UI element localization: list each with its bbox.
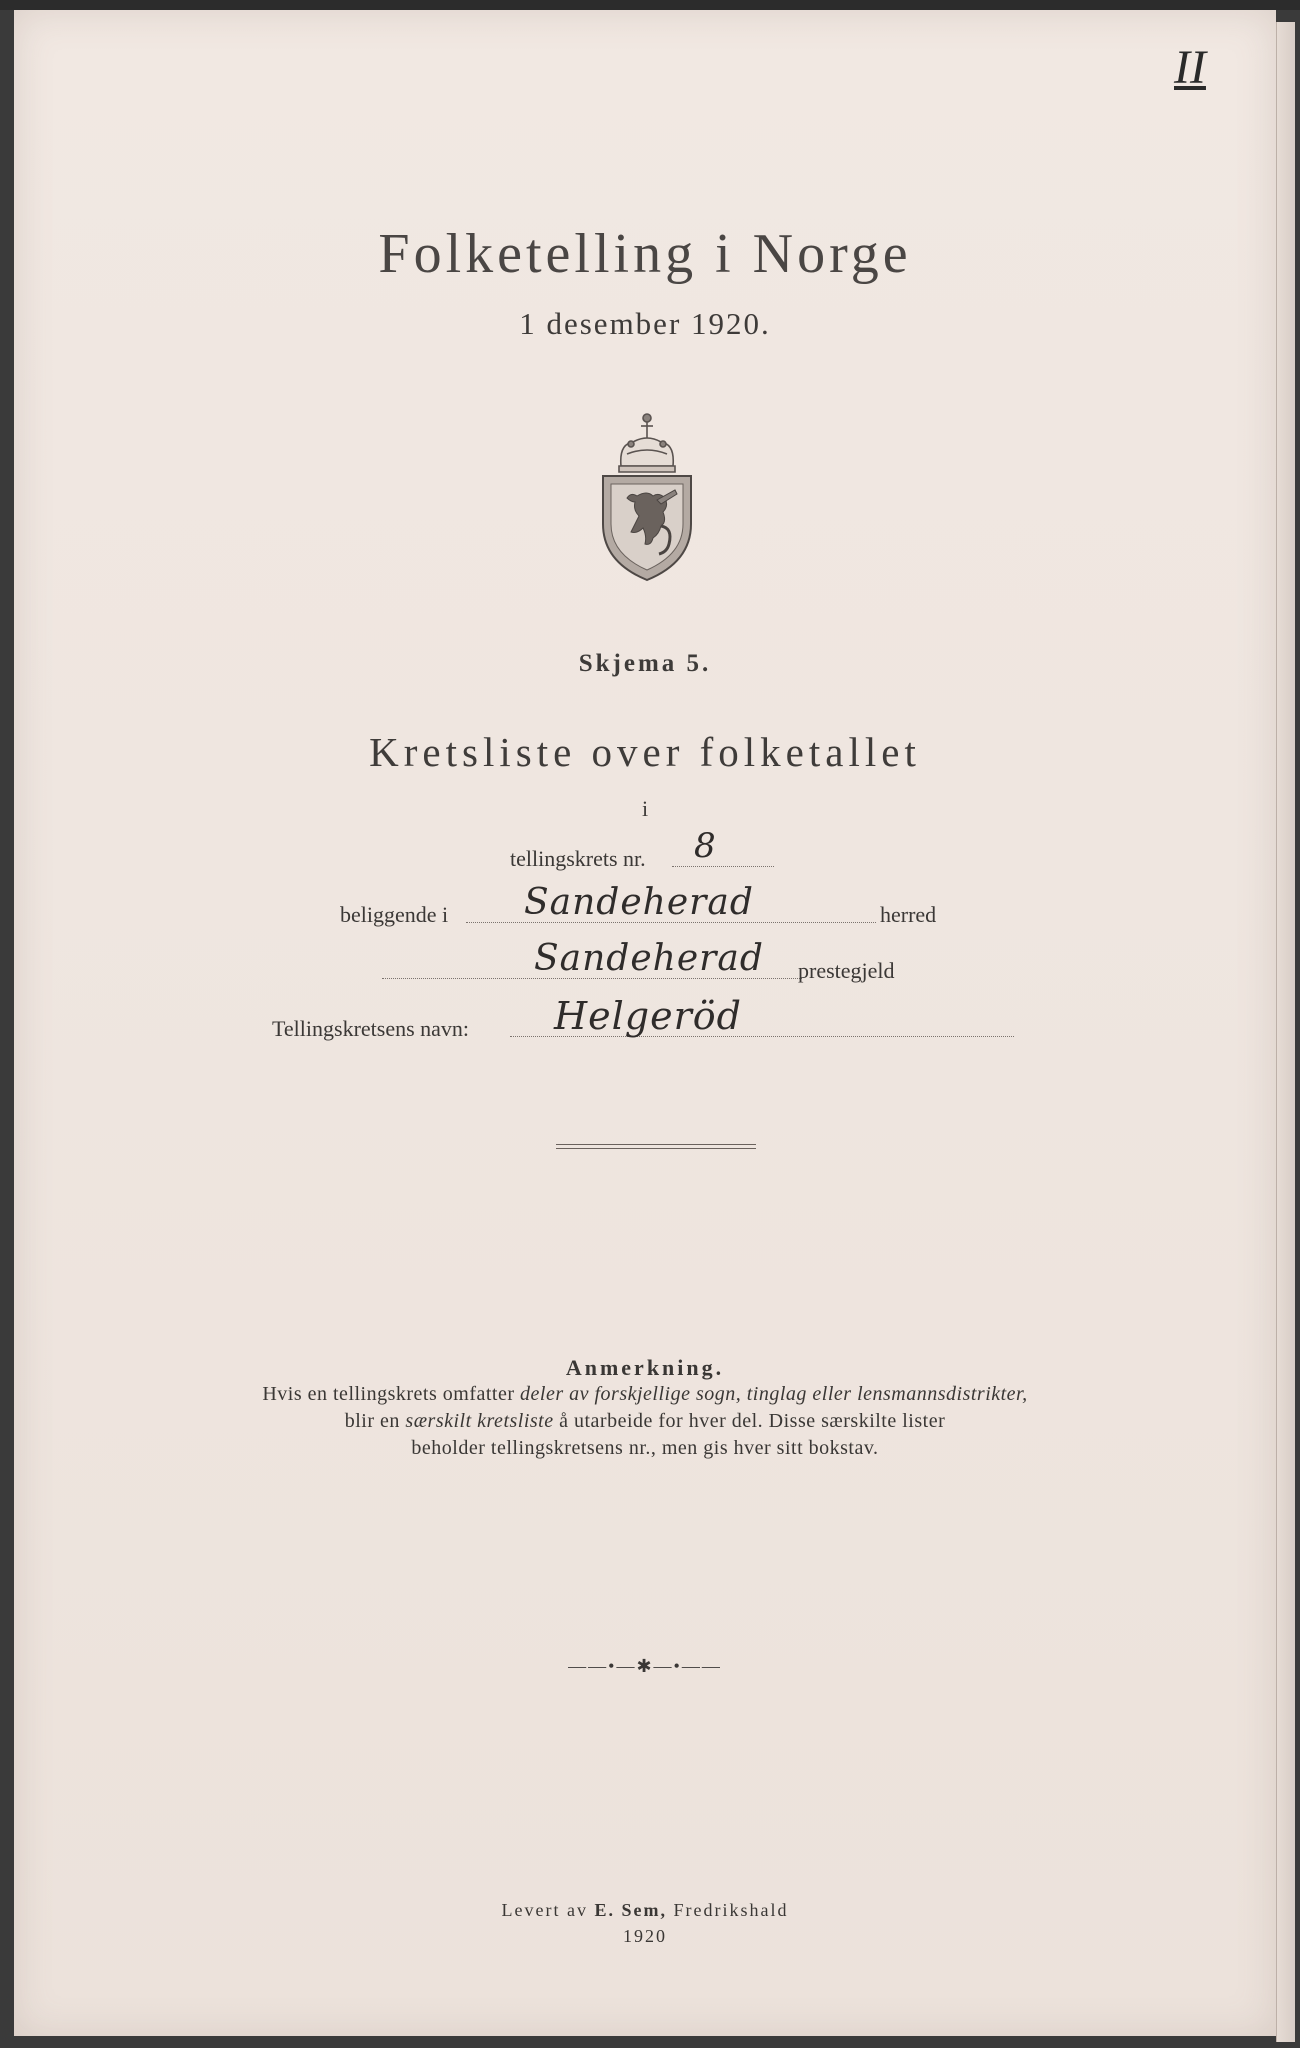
prestegjeld-value: Sandeherad — [534, 938, 764, 979]
note-line-2-text-b: å utarbeide for hver del. Disse særskilte lister — [553, 1410, 946, 1432]
note-line-1 — [14, 1383, 1276, 1406]
note-line-1-italic: deler av forskjellige sogn, tinglag eller lensmannsdistrikter, — [520, 1383, 1028, 1405]
krets-label: tellingskrets nr. — [510, 846, 646, 871]
note-line-1-text: Hvis en tellingskrets omfatter — [262, 1383, 521, 1405]
note-line-3: beholder tellingskretsens nr., men gis hver sitt bokstav. — [411, 1437, 879, 1459]
scan-border — [0, 0, 1300, 10]
double-rule-divider — [556, 1144, 756, 1149]
schema-number: Skjema 5. — [578, 650, 712, 677]
ornament-divider: ——•—✱—•—— — [568, 1656, 722, 1676]
herred-value: Sandeherad — [524, 882, 754, 923]
note-heading: Anmerkning. — [565, 1355, 725, 1380]
krets-number-value: 8 — [694, 826, 717, 866]
printer-imprint — [14, 1900, 1276, 1921]
note-line-2-italic: særskilt kretsliste — [405, 1410, 554, 1432]
beliggende-label: beliggende i — [340, 902, 449, 927]
form-title: Folketelling i Norge — [378, 223, 912, 285]
form-date: 1 desember 1920. — [519, 306, 771, 341]
printer-place: Fredrikshald — [666, 1900, 789, 1920]
census-form-page — [14, 10, 1276, 2036]
prestegjeld-label: prestegjeld — [798, 958, 895, 983]
form-subtitle: Kretsliste over folketallet — [369, 729, 921, 775]
printer-name: E. Sem, — [594, 1900, 667, 1920]
printer-prefix: Levert av — [501, 1900, 595, 1920]
note-line-2 — [14, 1410, 1276, 1433]
sheet-edge — [1276, 22, 1295, 2042]
printer-year: 1920 — [623, 1926, 667, 1946]
herred-label: herred — [880, 902, 937, 927]
page-number: II — [1174, 41, 1206, 94]
krets-dotted-line — [672, 866, 774, 867]
note-line-2-text-a: blir en — [344, 1410, 406, 1432]
navn-label: Tellingskretsens navn: — [272, 1016, 470, 1041]
preposition: i — [641, 796, 649, 821]
norway-coat-of-arms-icon — [597, 404, 697, 584]
navn-value: Helgeröd — [554, 994, 742, 1038]
